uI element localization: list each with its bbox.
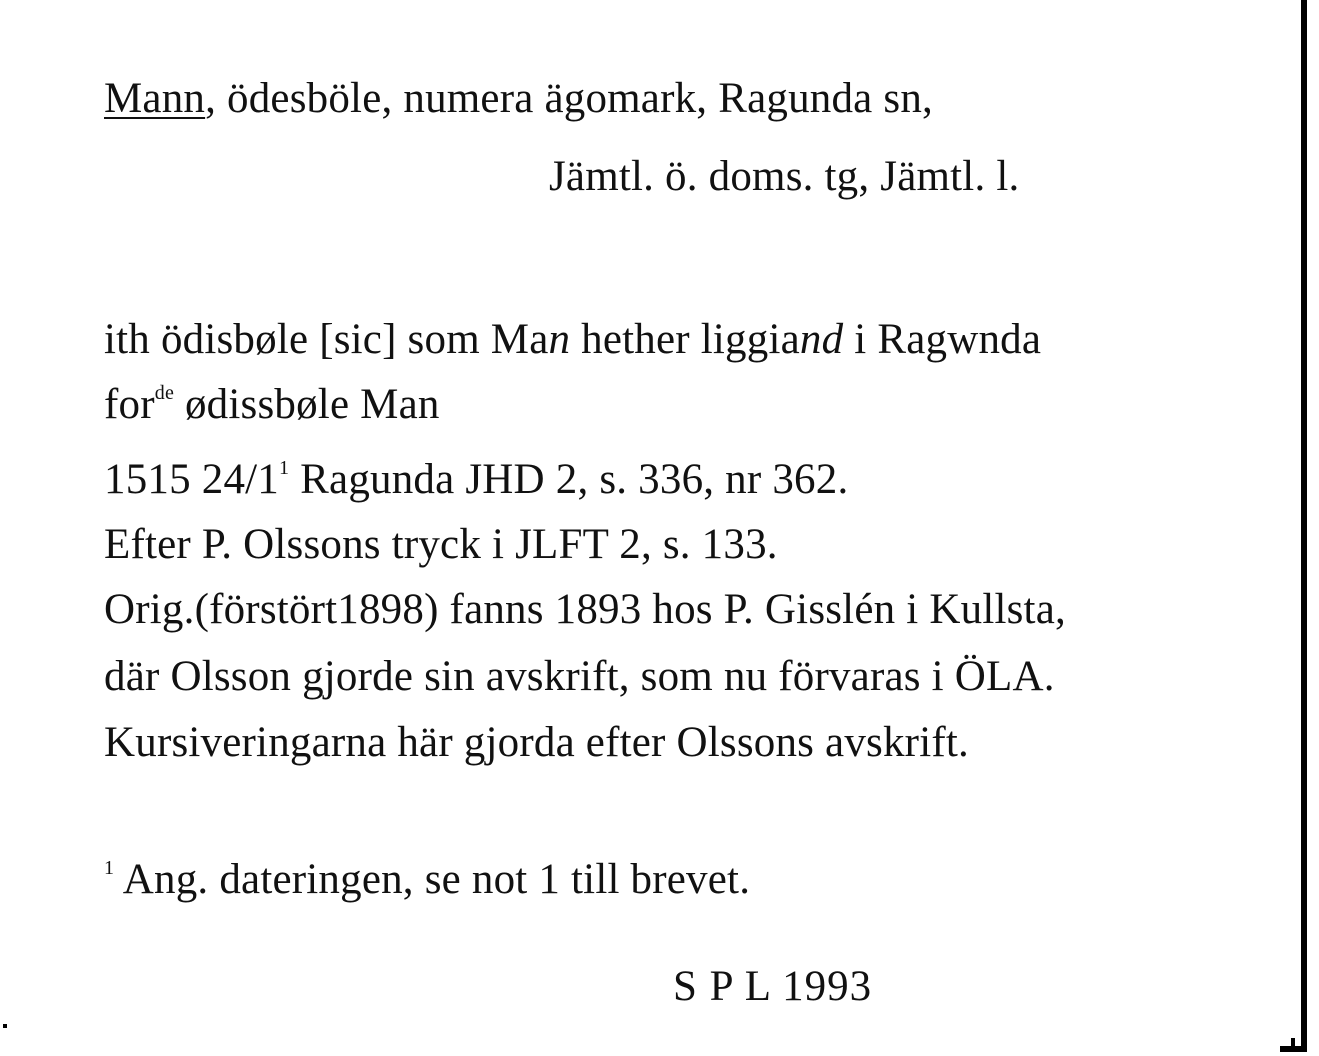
- quote-superscript: de: [154, 381, 175, 404]
- source-line-2: Efter P. Olssons tryck i JLFT 2, s. 133.: [104, 521, 778, 568]
- quote-line-1: [104, 315, 1041, 365]
- source-date-line: [104, 455, 848, 505]
- quote-text: hether liggia: [570, 316, 800, 363]
- source-reference: Ragunda JHD 2, s. 336, nr 362.: [289, 456, 849, 503]
- footnote-text: Ang. dateringen, se not 1 till brevet.: [114, 856, 751, 903]
- footnote: [104, 855, 750, 905]
- quote-text: ith ödisbøle [sic] som Ma: [104, 316, 549, 363]
- footnote-ref: 1: [279, 456, 290, 479]
- source-date: 1515 24/1: [104, 456, 279, 503]
- source-line-4: där Olsson gjorde sin avskrift, som nu förvaras i ÖLA.: [104, 653, 1055, 700]
- signature: S P L 1993: [673, 963, 873, 1010]
- scan-speck: [3, 1024, 7, 1028]
- quote-line-2: [104, 380, 440, 430]
- scan-edge-right: [1301, 0, 1307, 1052]
- quote-text: i Ragwnda: [843, 316, 1042, 363]
- heading-line: [104, 74, 933, 124]
- quote-italic: n: [548, 316, 571, 363]
- scan-edge-tick: [1291, 1038, 1295, 1048]
- source-line-3: Orig.(förstört1898) fanns 1893 hos P. Gisslén i Kullsta,: [104, 586, 1066, 633]
- quote-text: for: [104, 381, 155, 428]
- heading-description: , ödesböle, numera ägomark, Ragunda sn,: [205, 75, 933, 122]
- source-line-5: Kursiveringarna här gjorda efter Olssons avskrift.: [104, 719, 969, 766]
- heading-location: Jämtl. ö. doms. tg, Jämtl. l.: [549, 153, 1020, 200]
- quote-text: ødissbøle Man: [174, 381, 440, 428]
- quote-italic: nd: [799, 316, 844, 363]
- footnote-marker: 1: [104, 856, 115, 879]
- place-name: Mann: [104, 75, 206, 122]
